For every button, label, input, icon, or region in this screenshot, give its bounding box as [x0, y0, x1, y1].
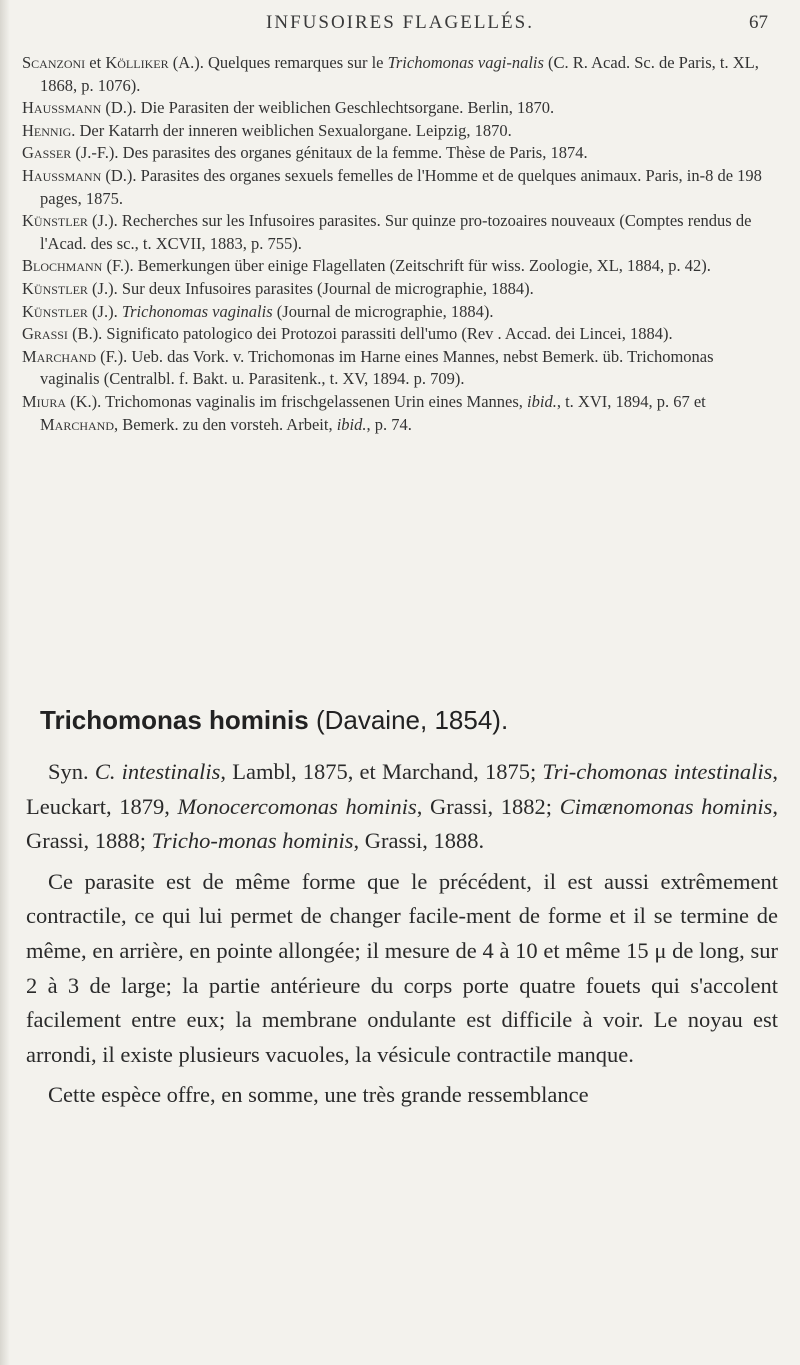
species-authority: (Davaine, 1854).	[308, 705, 509, 735]
description-paragraph: Ce parasite est de même forme que le précédent, il est aussi extrêmement contractile, ce qui lui permet de changer facile-ment de forme et il se termine de même, en arrière, en pointe allongée; il mesure de 4 à 10 et même 15 μ de long, sur 2 à 3 de large; la partie antérieure du corps porte quatre fouets qui s'accolent facilement entre eux; la membrane ondulante est difficile à voir. Le noyau est arrondi, il existe plusieurs vacuoles, la vésicule contractile manque.	[26, 868, 778, 1067]
bibliography	[22, 52, 770, 436]
reference-entry: Künstler (J.). Recherches sur les Infusoires parasites. Sur quinze pro-tozoaires nouveaux (Comptes rendus de l'Acad. des sc., t. XCVII, 1883, p. 755).	[22, 211, 752, 253]
reference-entry: Miura (K.). Trichomonas vaginalis im frischgelassenen Urin eines Mannes, ibid., t. XVI, 1894, p. 67 et Marchand, Bemerk. zu den vorsteh. Arbeit, ibid., p. 74.	[22, 391, 706, 434]
reference-entry: Hennig. Der Katarrh der inneren weiblichen Sexualorgane. Leipzig, 1870.	[22, 120, 512, 140]
page-header	[0, 8, 800, 48]
binding-gutter	[0, 0, 10, 1365]
section-heading	[40, 705, 780, 736]
continuation-paragraph: Cette espèce offre, en somme, une très grande ressemblance	[48, 1082, 589, 1108]
running-title: INFUSOIRES FLAGELLÉS.	[266, 12, 534, 33]
species-description	[26, 755, 778, 1113]
reference-entry: Gasser (J.-F.). Des parasites des organes génitaux de la femme. Thèse de Paris, 1874.	[22, 143, 588, 163]
reference-entry: Scanzoni et Kölliker (A.). Quelques remarques sur le Trichomonas vagi-nalis (C. R. Acad. Sc. de Paris, t. XL, 1868, p. 1076).	[22, 53, 759, 95]
species-name: Trichomonas hominis	[40, 705, 309, 735]
synonymy-paragraph: Syn. C. intestinalis, Lambl, 1875, et Marchand, 1875; Tri-chomonas intestinalis, Leuckart, 1879, Monocercomonas hominis, Grassi, 1882; Cimænomonas hominis, Grassi, 1888; Tricho-monas hominis, Grassi, 1888.	[26, 759, 778, 854]
reference-entry: Grassi (B.). Significato patologico dei Protozoi parassiti dell'umo (Rev . Accad. dei Lincei, 1884).	[22, 324, 673, 344]
reference-entry: Blochmann (F.). Bemerkungen über einige Flagellaten (Zeitschrift für wiss. Zoologie, XL, 1884, p. 42).	[22, 256, 711, 276]
reference-entry: Haussmann (D.). Die Parasiten der weiblichen Geschlechtsorgane. Berlin, 1870.	[22, 98, 555, 118]
reference-entry: Künstler (J.). Trichonomas vaginalis (Journal de micrographie, 1884).	[22, 301, 494, 321]
reference-entry: Künstler (J.). Sur deux Infusoires parasites (Journal de micrographie, 1884).	[22, 278, 534, 298]
reference-entry: Haussmann (D.). Parasites des organes sexuels femelles de l'Homme et de quelques animaux. Paris, in-8 de 198 pages, 1875.	[22, 165, 762, 208]
reference-entry: Marchand (F.). Ueb. das Vork. v. Trichomonas im Harne eines Mannes, nebst Bemerk. üb. Trichomonas vaginalis (Centralbl. f. Bakt. u. Parasitenk., t. XV, 1894. p. 709).	[22, 346, 714, 389]
page-number: 67	[749, 12, 768, 33]
